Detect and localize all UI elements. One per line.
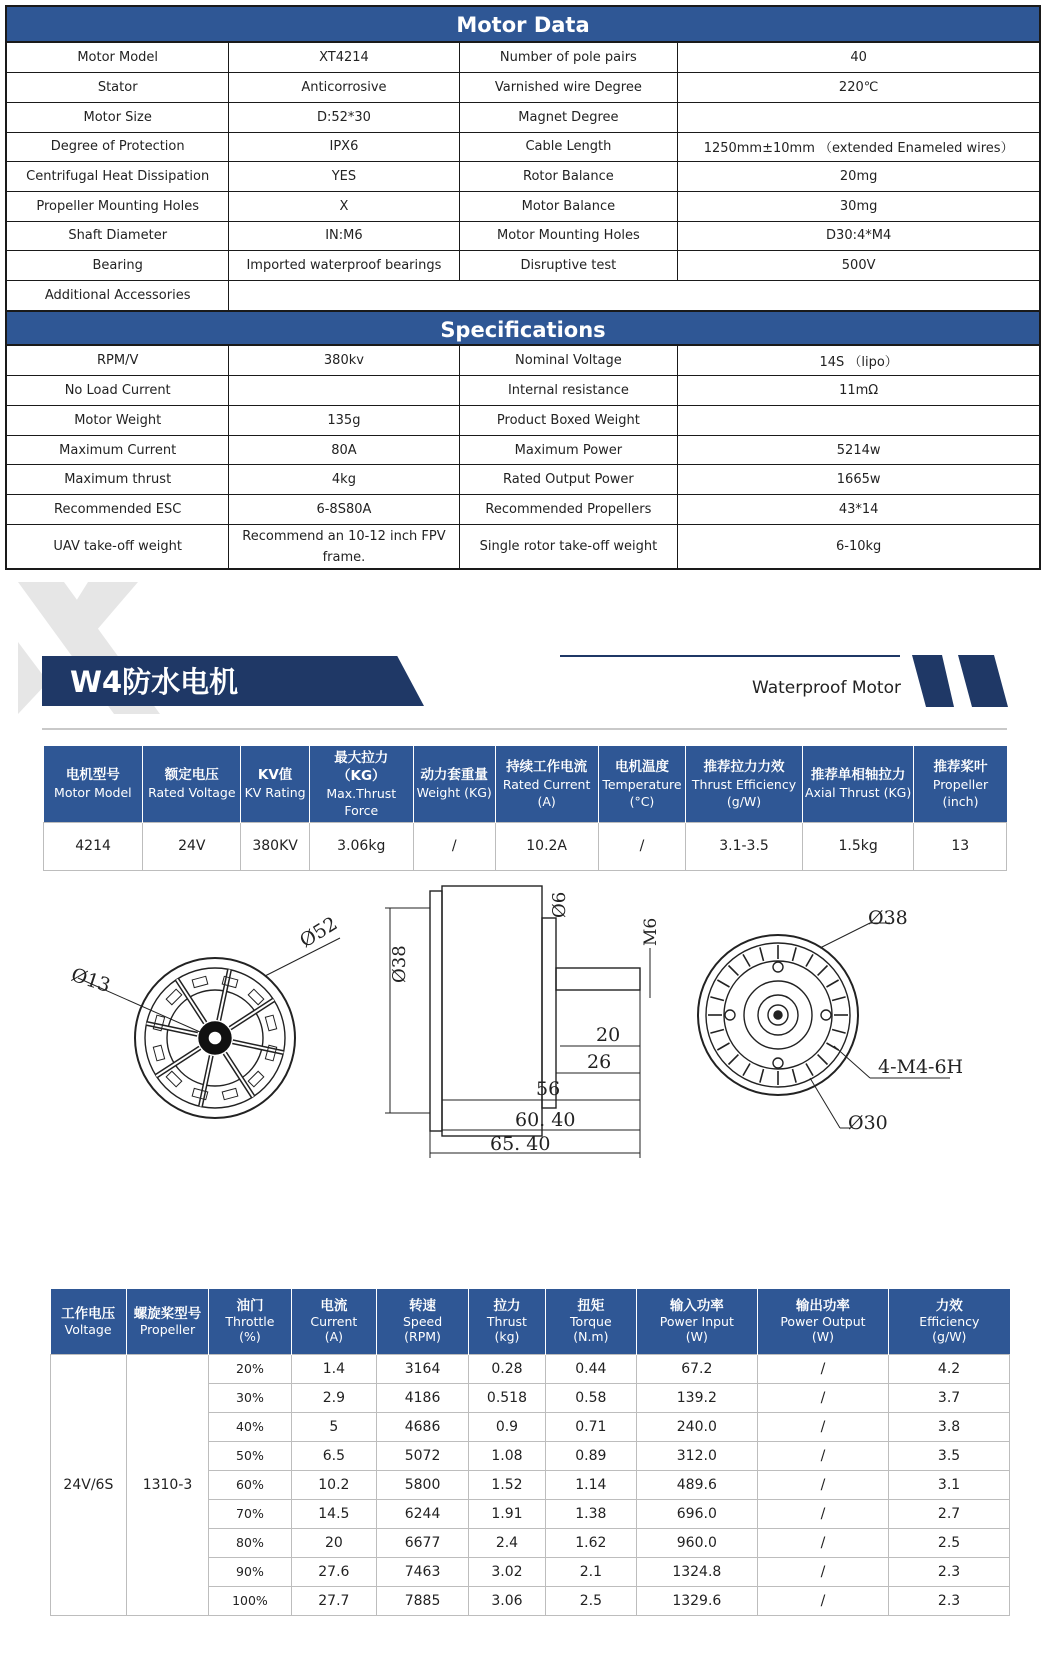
motor_data-label: Degree of Protection: [7, 132, 229, 162]
perf-header-cell: [126, 1289, 208, 1354]
banner-slash-icon: [912, 655, 1008, 707]
back-fin: [760, 1069, 764, 1083]
specifications-value: 6-10kg: [678, 524, 1039, 568]
dim-65-40: 65. 40: [490, 1133, 551, 1155]
model-header-cn: 电机温度: [614, 758, 669, 775]
perf-cell: 0.44: [545, 1354, 636, 1383]
motor_data-value: YES: [229, 162, 459, 192]
perf-cell: 6677: [377, 1528, 469, 1557]
perf-header-unit: (g/W): [932, 1329, 967, 1345]
perf-header-unit: (W): [811, 1329, 834, 1345]
model-header-en: Motor Model: [54, 785, 132, 801]
motor_data-label: Disruptive test: [459, 251, 678, 281]
perf-header-cn: 螺旋桨型号: [133, 1305, 202, 1322]
model-header-cell: [914, 746, 1007, 822]
specifications-value: [678, 406, 1039, 436]
banner-divider: [42, 728, 1007, 730]
motor_data-row: [7, 162, 1039, 192]
motor_data-row: [7, 43, 1039, 73]
model-table: [43, 746, 1007, 871]
specifications-value: Recommend an 10-12 inch FPV frame.: [229, 524, 459, 568]
perf-cell: 1324.8: [636, 1557, 757, 1586]
stator-slot: [222, 1088, 238, 1099]
motor_data-label: Stator: [7, 73, 229, 103]
perf-cell: 2.5: [545, 1586, 636, 1615]
perf-header-unit: (RPM): [404, 1329, 441, 1345]
motor_data-label: Rotor Balance: [459, 162, 678, 192]
perf-header-cn: 力效: [935, 1298, 963, 1315]
perf-cell: 0.58: [545, 1383, 636, 1412]
back-fin: [818, 966, 828, 976]
motor_data-label: Motor Mounting Holes: [459, 221, 678, 251]
dim-4-m4-6h: 4-M4-6H: [878, 1056, 964, 1078]
perf-throttle-cell: 60%: [209, 1470, 291, 1499]
perf-throttle-cell: 100%: [209, 1586, 291, 1615]
perf-header-cell: [469, 1289, 546, 1354]
perf-header-cn: 输入功率: [669, 1298, 724, 1315]
accessories-label: Additional Accessories: [7, 281, 229, 311]
perf-propeller-cell: 1310-3: [126, 1354, 208, 1615]
perf-cell: 2.3: [889, 1557, 1010, 1586]
perf-header-unit: (A): [324, 1329, 344, 1345]
motor_data-value: Anticorrosive: [229, 73, 459, 103]
model-header-en: Rated Voltage: [148, 785, 236, 801]
perf-cell: 3.02: [469, 1557, 546, 1586]
perf-cell: 7463: [377, 1557, 469, 1586]
perf-cell: 20: [291, 1528, 376, 1557]
stator-slot: [248, 1071, 264, 1087]
model-header-cn: 推荐拉力力效: [703, 758, 785, 775]
perf-header-en: Throttle: [225, 1314, 275, 1330]
specifications-title: Specifications: [7, 310, 1039, 346]
perf-header-unit: (W): [685, 1329, 708, 1345]
perf-cell: 0.518: [469, 1383, 546, 1412]
model-header-en: KV Rating: [244, 785, 306, 801]
specifications-value: [229, 376, 459, 406]
motor_data-value: D:52*30: [229, 102, 459, 132]
specifications-value: 43*14: [678, 495, 1039, 525]
model-header-en: Axial Thrust (KG): [805, 785, 912, 801]
model-cell: 1.5kg: [802, 822, 914, 870]
model-cell: 3.06kg: [309, 822, 413, 870]
back-fin: [743, 1063, 750, 1075]
perf-header-cn: 输出功率: [795, 1298, 850, 1315]
specifications-table: [7, 346, 1039, 568]
perf-header-cn: 油门: [236, 1298, 264, 1315]
motor_data-value: 1250mm±10mm （extended Enameled wires）: [678, 132, 1039, 162]
model-cell: /: [413, 822, 495, 870]
motor_data-row: [7, 73, 1039, 103]
motor_data-label: Cable Length: [459, 132, 678, 162]
specifications-row: [7, 346, 1039, 376]
model-header-en: Rated Current (A): [502, 776, 591, 809]
model-cell: 13: [914, 822, 1007, 870]
perf-cell: /: [757, 1499, 888, 1528]
perf-cell: 1.62: [545, 1528, 636, 1557]
perf-cell: 0.71: [545, 1412, 636, 1441]
perf-cell: 1.52: [469, 1470, 546, 1499]
model-header-cell: [598, 746, 686, 822]
perf-cell: 1.4: [291, 1354, 376, 1383]
perf-cell: 10.2: [291, 1470, 376, 1499]
model-header-cn: 推荐桨叶: [933, 758, 988, 775]
back-fin: [710, 1029, 724, 1033]
perf-cell: 3.7: [889, 1383, 1010, 1412]
perf-header-en: Power Input: [659, 1314, 734, 1330]
perf-header-cell: [889, 1289, 1010, 1354]
perf-cell: 2.5: [889, 1528, 1010, 1557]
stator-slot: [265, 1015, 276, 1031]
motor_data-value: X: [229, 191, 459, 221]
model-header-cn: 推荐单相轴拉力: [810, 767, 906, 784]
perf-cell: 27.6: [291, 1557, 376, 1586]
perf-cell: 1329.6: [636, 1586, 757, 1615]
model-header-cn: 持续工作电流: [506, 758, 588, 775]
motor_data-value: 20mg: [678, 162, 1039, 192]
specifications-value: 5214w: [678, 435, 1039, 465]
perf-cell: 3164: [377, 1354, 469, 1383]
motor_data-row: [7, 102, 1039, 132]
perf-cell: 2.4: [469, 1528, 546, 1557]
perf-cell: 1.38: [545, 1499, 636, 1528]
model-header-cn: 额定电压: [164, 767, 219, 784]
model-header-en: Propeller (inch): [932, 776, 989, 809]
dim-26: 26: [587, 1051, 612, 1073]
dim-m6: M6: [641, 917, 661, 946]
model-header-cn: 最大拉力（KG）: [334, 749, 389, 784]
banner-rule: [560, 655, 900, 657]
motor_data-value: Imported waterproof bearings: [229, 251, 459, 281]
model-header-en: Thrust Efficiency (g/W): [691, 776, 797, 809]
perf-cell: 1.91: [469, 1499, 546, 1528]
perf-cell: 696.0: [636, 1499, 757, 1528]
specifications-value: 11mΩ: [678, 376, 1039, 406]
perf-throttle-cell: 40%: [209, 1412, 291, 1441]
perf-header-en: Torque: [570, 1314, 612, 1330]
perf-cell: 5: [291, 1412, 376, 1441]
model-cell: 10.2A: [495, 822, 598, 870]
perf-cell: 4.2: [889, 1354, 1010, 1383]
specifications-label: Nominal Voltage: [459, 346, 678, 376]
perf-header-cell: [636, 1289, 757, 1354]
perf-cell: 2.3: [889, 1586, 1010, 1615]
specifications-label: Single rotor take-off weight: [459, 524, 678, 568]
perf-throttle-cell: 20%: [209, 1354, 291, 1383]
perf-cell: /: [757, 1441, 888, 1470]
motor_data-label: Bearing: [7, 251, 229, 281]
stator-slot: [192, 976, 208, 987]
motor_data-row: [7, 191, 1039, 221]
perf-cell: /: [757, 1412, 888, 1441]
model-header-cell: [309, 746, 413, 822]
specifications-row: [7, 524, 1039, 568]
motor_data-label: Motor Model: [7, 43, 229, 73]
perf-cell: 1.14: [545, 1470, 636, 1499]
perf-cell: 5800: [377, 1470, 469, 1499]
specifications-value: 380kv: [229, 346, 459, 376]
perf-header-en: Propeller: [139, 1321, 196, 1337]
specifications-label: No Load Current: [7, 376, 229, 406]
model-header-cell: [686, 746, 803, 822]
specifications-value: 135g: [229, 406, 459, 436]
perf-cell: 7885: [377, 1586, 469, 1615]
banner-subtitle: Waterproof Motor: [752, 678, 901, 698]
specifications-label: Rated Output Power: [459, 465, 678, 495]
perf-cell: 0.9: [469, 1412, 546, 1441]
back-fin: [792, 947, 796, 961]
dim-d52: Ø52: [295, 912, 342, 953]
motor_data-label: Propeller Mounting Holes: [7, 191, 229, 221]
dim-d13: Ø13: [68, 963, 114, 998]
specifications-row: [7, 376, 1039, 406]
dim-56: 56: [536, 1078, 561, 1100]
perf-header-unit: (N.m): [573, 1329, 609, 1345]
perf-cell: 3.06: [469, 1586, 546, 1615]
specifications-label: Motor Weight: [7, 406, 229, 436]
specifications-value: 4kg: [229, 465, 459, 495]
perf-header-cn: 工作电压: [61, 1305, 116, 1322]
perf-header-unit: (kg): [494, 1329, 520, 1345]
model-header-en: Temperature (°C): [602, 776, 682, 809]
back-fin: [760, 947, 764, 961]
model-header-cell: [495, 746, 598, 822]
perf-header-unit: (%): [239, 1329, 261, 1345]
perf-cell: 4186: [377, 1383, 469, 1412]
perf-cell: 0.89: [545, 1441, 636, 1470]
perf-header-en: Efficiency: [919, 1314, 980, 1330]
perf-header-en: Power Output: [780, 1314, 866, 1330]
motor_data-value: 220℃: [678, 73, 1039, 103]
perf-header-cn: 拉力: [493, 1298, 521, 1315]
perf-header-cn: 电流: [320, 1298, 348, 1315]
model-header-cell: [802, 746, 914, 822]
perf-cell: 14.5: [291, 1499, 376, 1528]
motor_data-label: Motor Balance: [459, 191, 678, 221]
perf-cell: 139.2: [636, 1383, 757, 1412]
motor_data-value: IN:M6: [229, 221, 459, 251]
motor_data-value: XT4214: [229, 43, 459, 73]
specifications-value: 80A: [229, 435, 459, 465]
back-fin: [832, 1029, 846, 1033]
model-header-en: Weight (KG): [416, 785, 492, 801]
perf-cell: 0.28: [469, 1354, 546, 1383]
back-fin: [792, 1069, 796, 1083]
motor-data-title: Motor Data: [7, 7, 1039, 43]
specifications-row: [7, 406, 1039, 436]
motor_data-label: Magnet Degree: [459, 102, 678, 132]
motor_data-row: [7, 132, 1039, 162]
back-fin: [710, 997, 724, 1001]
dim-d30: Ø30: [848, 1112, 888, 1134]
back-view: [698, 923, 950, 1128]
motor_data-row: [7, 221, 1039, 251]
perf-cell: 2.9: [291, 1383, 376, 1412]
perf-cell: /: [757, 1586, 888, 1615]
perf-cell: 960.0: [636, 1528, 757, 1557]
motor_data-value: 500V: [678, 251, 1039, 281]
back-fin: [717, 1043, 729, 1050]
perf-cell: 3.5: [889, 1441, 1010, 1470]
perf-header-en: Speed: [402, 1314, 443, 1330]
perf-cell: /: [757, 1383, 888, 1412]
perf-header-cell: [757, 1289, 888, 1354]
perf-header-cell: [377, 1289, 469, 1354]
specifications-label: Product Boxed Weight: [459, 406, 678, 436]
motor_data-value: D30:4*M4: [678, 221, 1039, 251]
specifications-value: 6-8S80A: [229, 495, 459, 525]
perf-cell: 2.7: [889, 1499, 1010, 1528]
dim-d6: Ø6: [549, 891, 570, 918]
specifications-label: RPM/V: [7, 346, 229, 376]
perf-header-en: Current: [310, 1314, 358, 1330]
stator-slot: [248, 989, 264, 1005]
dim-d38-back: Ø38: [868, 907, 908, 929]
model-header-cn: 动力套重量: [420, 767, 488, 784]
motor-dimension-drawing: [50, 891, 1010, 1228]
perf-row: [51, 1354, 1010, 1383]
perf-cell: 6244: [377, 1499, 469, 1528]
perf-cell: /: [757, 1528, 888, 1557]
model-cell: 4214: [44, 822, 143, 870]
perf-header-cell: [51, 1289, 127, 1354]
perf-cell: 3.8: [889, 1412, 1010, 1441]
perf-cell: 312.0: [636, 1441, 757, 1470]
motor_data-value: [678, 102, 1039, 132]
accessories-row: [7, 281, 1039, 311]
perf-cell: /: [757, 1354, 888, 1383]
motor-data-table: [7, 43, 1039, 310]
perf-voltage-cell: 24V/6S: [51, 1354, 127, 1615]
perf-header-cell: [209, 1289, 291, 1354]
perf-cell: 4686: [377, 1412, 469, 1441]
specifications-label: Recommended Propellers: [459, 495, 678, 525]
perf-header-en: Voltage: [64, 1321, 112, 1337]
dim-d38-side: Ø38: [389, 945, 410, 983]
model-cell: 3.1-3.5: [686, 822, 803, 870]
perf-cell: 2.1: [545, 1557, 636, 1586]
perf-cell: 1.08: [469, 1441, 546, 1470]
stator-slot: [153, 1045, 164, 1061]
motor_data-label: Shaft Diameter: [7, 221, 229, 251]
specifications-label: Maximum thrust: [7, 465, 229, 495]
back-fin: [729, 966, 739, 976]
spec-sheet: [5, 5, 1041, 570]
perf-throttle-cell: 30%: [209, 1383, 291, 1412]
specifications-label: UAV take-off weight: [7, 524, 229, 568]
back-fin: [717, 980, 729, 987]
perf-cell: 5072: [377, 1441, 469, 1470]
model-header-cell: [44, 746, 143, 822]
perf-cell: 27.7: [291, 1586, 376, 1615]
model-cell: /: [598, 822, 686, 870]
back-fin: [832, 997, 846, 1001]
motor_data-label: Number of pole pairs: [459, 43, 678, 73]
specifications-label: Maximum Power: [459, 435, 678, 465]
motor_data-value: 40: [678, 43, 1039, 73]
perf-cell: /: [757, 1470, 888, 1499]
perf-throttle-cell: 80%: [209, 1528, 291, 1557]
specifications-value: 1665w: [678, 465, 1039, 495]
perf-header-cell: [291, 1289, 376, 1354]
specifications-label: Recommended ESC: [7, 495, 229, 525]
stator-slot: [166, 1071, 182, 1087]
motor_data-label: Motor Size: [7, 102, 229, 132]
specifications-label: Maximum Current: [7, 435, 229, 465]
perf-throttle-cell: 70%: [209, 1499, 291, 1528]
model-header-en: Max.Thrust Force: [326, 785, 397, 818]
model-cell: 24V: [143, 822, 241, 870]
perf-cell: /: [757, 1557, 888, 1586]
perf-cell: 489.6: [636, 1470, 757, 1499]
perf-cell: 6.5: [291, 1441, 376, 1470]
performance-table: [50, 1289, 1010, 1616]
perf-cell: 240.0: [636, 1412, 757, 1441]
model-header-cn: 电机型号: [65, 767, 120, 784]
specifications-row: [7, 435, 1039, 465]
dim-20: 20: [596, 1024, 621, 1046]
perf-cell: 3.1: [889, 1470, 1010, 1499]
perf-header-en: Thrust: [486, 1314, 527, 1330]
motor_data-value: IPX6: [229, 132, 459, 162]
model-header-cell: [413, 746, 495, 822]
back-fin: [826, 980, 838, 987]
dim-60-40: 60. 40: [515, 1109, 576, 1131]
perf-header-cell: [545, 1289, 636, 1354]
perf-cell: 67.2: [636, 1354, 757, 1383]
motor_data-row: [7, 251, 1039, 281]
back-fin: [806, 1063, 813, 1075]
specifications-label: Internal resistance: [459, 376, 678, 406]
specifications-row: [7, 495, 1039, 525]
motor_data-label: Centrifugal Heat Dissipation: [7, 162, 229, 192]
back-fin: [729, 1055, 739, 1065]
perf-throttle-cell: 90%: [209, 1557, 291, 1586]
perf-header-cn: 转速: [409, 1298, 437, 1315]
back-fin: [806, 954, 813, 966]
model-header-cn: KV值: [257, 767, 293, 784]
specifications-value: 14S （lipo）: [678, 346, 1039, 376]
banner-title: W4防水电机: [70, 665, 239, 699]
perf-header-cn: 扭矩: [577, 1298, 605, 1315]
motor_data-label: Varnished wire Degree: [459, 73, 678, 103]
accessories-value: [229, 281, 1039, 311]
motor_data-value: 30mg: [678, 191, 1039, 221]
stator-slot: [166, 989, 182, 1005]
model-cell: 380KV: [241, 822, 309, 870]
front-view: [78, 938, 340, 1118]
back-fin: [743, 954, 750, 966]
model-header-cell: [241, 746, 309, 822]
perf-throttle-cell: 50%: [209, 1441, 291, 1470]
back-fin: [818, 1055, 828, 1065]
model-header-cell: [143, 746, 241, 822]
specifications-row: [7, 465, 1039, 495]
